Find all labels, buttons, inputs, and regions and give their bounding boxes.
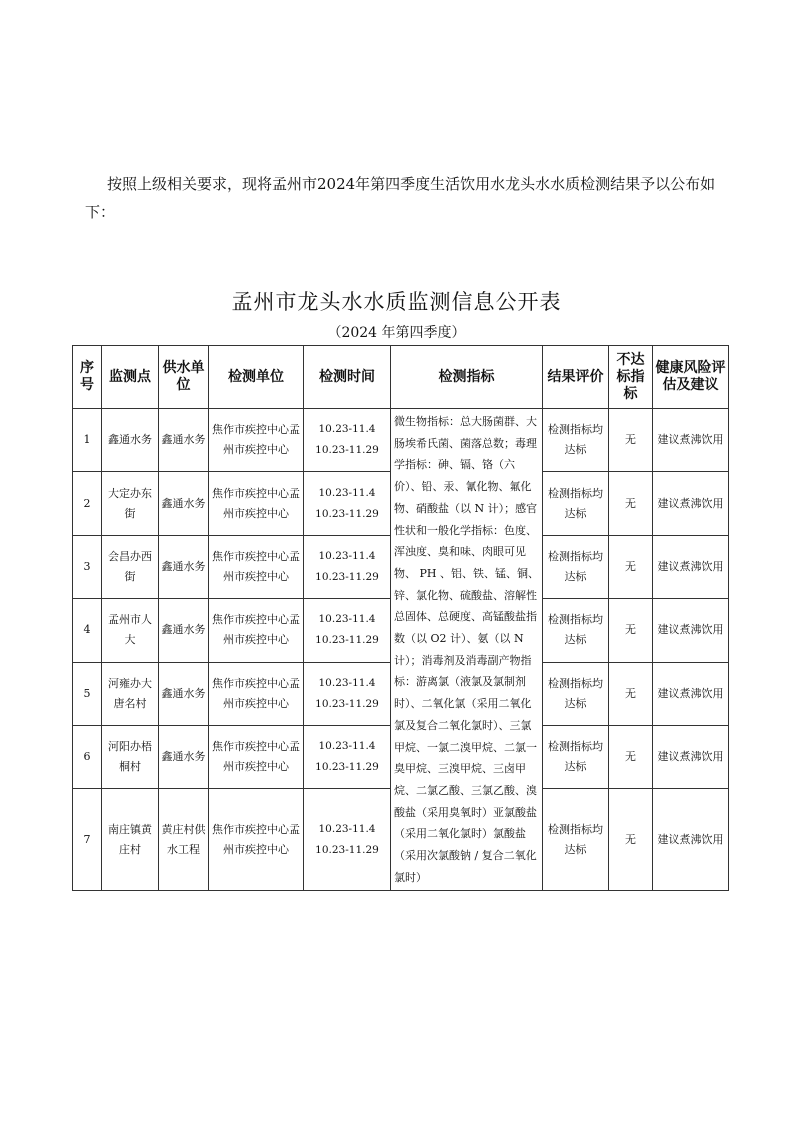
row-supplier: 鑫通水务: [159, 409, 209, 472]
row-no: 5: [73, 662, 102, 725]
row-site: 河阳办梧桐村: [102, 725, 159, 788]
row-result: 检测指标均达标: [543, 535, 609, 598]
row-time: [304, 535, 391, 598]
water-quality-table: [72, 345, 729, 891]
row-advice: 建议煮沸饮用: [653, 535, 729, 598]
row-time-2: 10.23-11.29: [315, 761, 379, 774]
row-time: [304, 599, 391, 662]
row-advice: 建议煮沸饮用: [653, 662, 729, 725]
row-advice: 建议煮沸饮用: [653, 472, 729, 535]
row-time-1: 10.23-11.4: [318, 423, 376, 436]
row-time-2: 10.23-11.29: [315, 507, 379, 520]
row-result: 检测指标均达标: [543, 662, 609, 725]
row-lab: 焦作市疾控中心孟州市疾控中心: [209, 599, 304, 662]
row-fail: 无: [609, 535, 653, 598]
row-no: 7: [73, 789, 102, 891]
row-lab: 焦作市疾控中心孟州市疾控中心: [209, 725, 304, 788]
row-time-2: 10.23-11.29: [315, 843, 379, 856]
row-supplier: 鑫通水务: [159, 599, 209, 662]
row-lab: 焦作市疾控中心孟州市疾控中心: [209, 662, 304, 725]
row-no: 1: [73, 409, 102, 472]
row-result: 检测指标均达标: [543, 725, 609, 788]
table-row: [73, 409, 729, 472]
row-fail: 无: [609, 662, 653, 725]
header-row: [73, 346, 729, 409]
row-site: 南庄镇黄庄村: [102, 789, 159, 891]
row-supplier: 鑫通水务: [159, 662, 209, 725]
row-time-1: 10.23-11.4: [318, 676, 376, 689]
row-time-1: 10.23-11.4: [318, 486, 376, 499]
row-fail: 无: [609, 725, 653, 788]
row-no: 2: [73, 472, 102, 535]
row-time-1: 10.23-11.4: [318, 549, 376, 562]
row-no: 6: [73, 725, 102, 788]
row-advice: 建议煮沸饮用: [653, 789, 729, 891]
row-site: 河雍办大唐名村: [102, 662, 159, 725]
row-advice: 建议煮沸饮用: [653, 725, 729, 788]
row-site: 孟州市人大: [102, 599, 159, 662]
header-time: 检测时间: [304, 346, 391, 409]
row-supplier: 鑫通水务: [159, 535, 209, 598]
row-result: 检测指标均达标: [543, 789, 609, 891]
header-indicators: 检测指标: [391, 346, 543, 409]
header-result: 结果评价: [543, 346, 609, 409]
table-subtitle: （2024 年第四季度）: [327, 325, 466, 341]
row-no: 4: [73, 599, 102, 662]
header-no: 序号: [73, 346, 102, 409]
intro-paragraph: 按照上级相关要求，现将孟州市2024年第四季度生活饮用水龙头水水质检测结果予以公布如下：: [85, 175, 716, 221]
row-time: [304, 725, 391, 788]
row-supplier: 鑫通水务: [159, 472, 209, 535]
row-time-2: 10.23-11.29: [315, 697, 379, 710]
row-supplier: 鑫通水务: [159, 725, 209, 788]
row-time: [304, 472, 391, 535]
row-time-2: 10.23-11.29: [315, 570, 379, 583]
row-advice: 建议煮沸饮用: [653, 599, 729, 662]
header-fail: 不达标指标: [609, 346, 653, 409]
row-lab: 焦作市疾控中心孟州市疾控中心: [209, 472, 304, 535]
row-fail: 无: [609, 472, 653, 535]
row-no: 3: [73, 535, 102, 598]
header-advice: 健康风险评估及建议: [653, 346, 729, 409]
row-time-2: 10.23-11.29: [315, 444, 379, 457]
row-result: 检测指标均达标: [543, 409, 609, 472]
row-fail: 无: [609, 409, 653, 472]
row-lab: 焦作市疾控中心孟州市疾控中心: [209, 789, 304, 891]
indicators-cell: 微生物指标：总大肠菌群、大肠埃希氏菌、菌落总数；毒理学指标：砷、镉、铬（六价）、铅、汞、氰化物、氟化物、硝酸盐（以 N 计）；感官性状和一般化学指标：色度、浑浊度、臭和味、肉眼可见物、 PH 、铝、铁、锰、铜、锌、氯化物、硫酸盐、溶解性总固体、总硬度、高锰酸盐指数（以 O2 计）、氨（以 N 计）；消毒剂及消毒副产物指标：游离氯（液氯及氯制剂时）、二氧化氯（采用二氧化氯及复合二氧化氯时）、三氯甲烷、一氯二溴甲烷、二氯一臭甲烷、三溴甲烷、三卤甲烷、二氯乙酸、三氯乙酸、溴酸盐（采用臭氧时）亚氯酸盐（采用二氧化氯时）氯酸盐（采用次氯酸钠 / 复合二氧化氯时）: [391, 409, 543, 891]
row-result: 检测指标均达标: [543, 599, 609, 662]
row-supplier: 黄庄村供水工程: [159, 789, 209, 891]
row-site: 会昌办西街: [102, 535, 159, 598]
row-fail: 无: [609, 599, 653, 662]
row-time-2: 10.23-11.29: [315, 634, 379, 647]
header-supplier: 供水单位: [159, 346, 209, 409]
row-time-1: 10.23-11.4: [318, 740, 376, 753]
row-site: 大定办东街: [102, 472, 159, 535]
row-advice: 建议煮沸饮用: [653, 409, 729, 472]
row-time: [304, 409, 391, 472]
row-result: 检测指标均达标: [543, 472, 609, 535]
row-time-1: 10.23-11.4: [318, 613, 376, 626]
table-title: 孟州市龙头水水质监测信息公开表: [231, 290, 562, 314]
row-lab: 焦作市疾控中心孟州市疾控中心: [209, 409, 304, 472]
row-time: [304, 789, 391, 891]
row-time-1: 10.23-11.4: [318, 822, 376, 835]
row-fail: 无: [609, 789, 653, 891]
row-time: [304, 662, 391, 725]
row-lab: 焦作市疾控中心孟州市疾控中心: [209, 535, 304, 598]
header-lab: 检测单位: [209, 346, 304, 409]
header-site: 监测点: [102, 346, 159, 409]
row-site: 鑫通水务: [102, 409, 159, 472]
